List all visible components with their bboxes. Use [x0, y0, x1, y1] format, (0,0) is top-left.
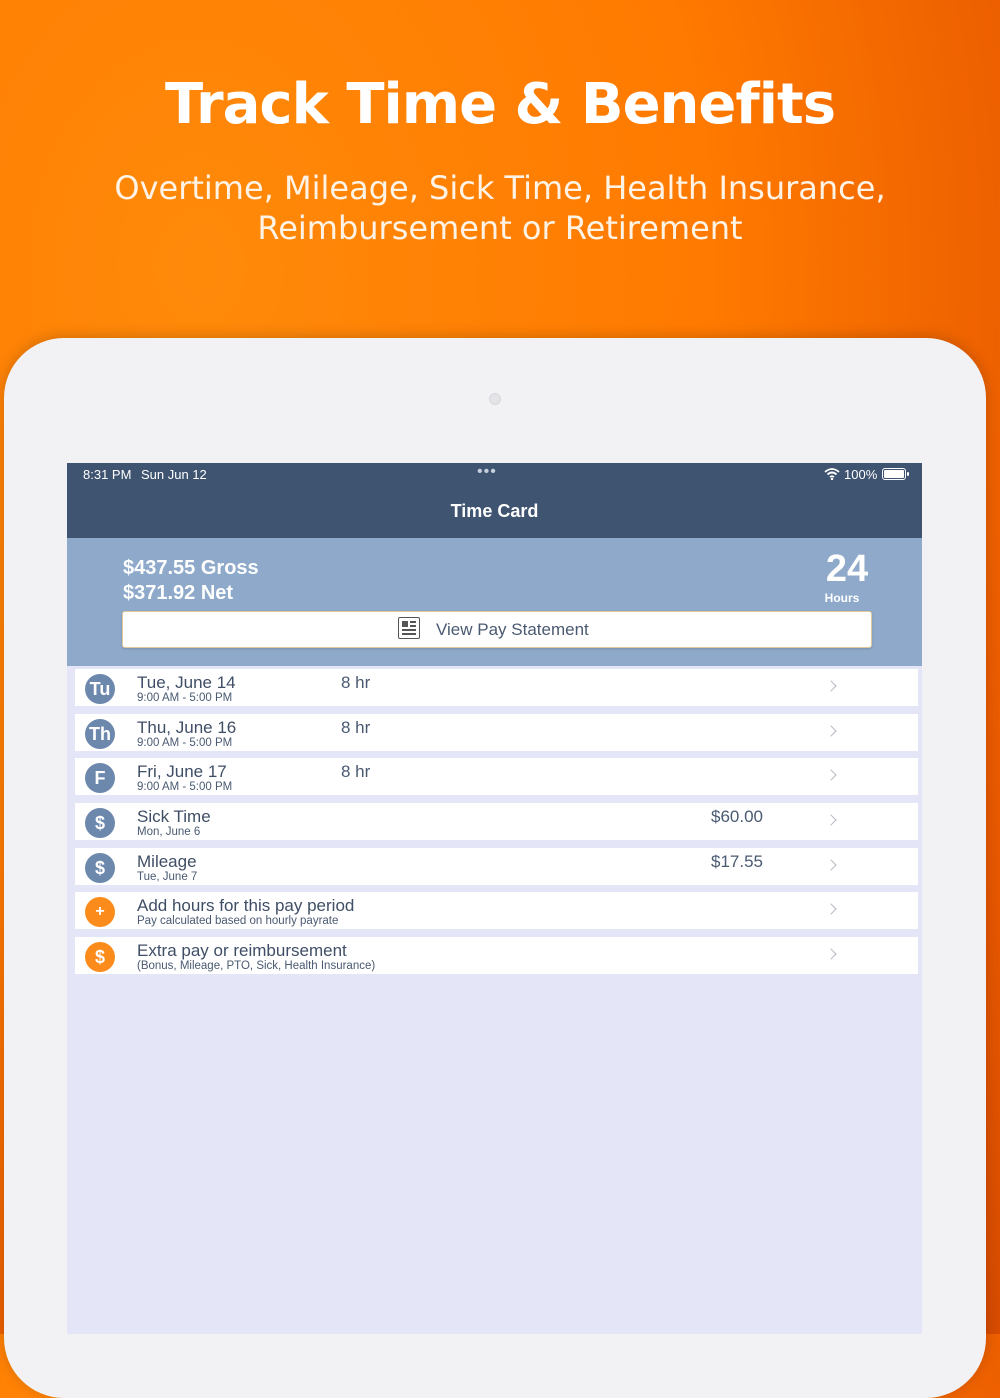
- total-hours-label: Hours: [824, 591, 860, 605]
- battery-percent: 100%: [844, 467, 878, 482]
- wifi-icon: [824, 468, 840, 480]
- total-hours-value: 24: [825, 548, 869, 590]
- list-item-tue-june-14[interactable]: [75, 669, 918, 706]
- promo-subtitle-line-2: Reimbursement or Retirement: [257, 209, 743, 247]
- promo-subtitle-line-1: Overtime, Mileage, Sick Time, Health Insurance,: [114, 169, 886, 207]
- row-hours: 8 hr: [341, 718, 371, 737]
- list-item-sick-time[interactable]: [75, 803, 918, 840]
- chevron-right-icon: [825, 903, 836, 914]
- document-icon: [398, 617, 420, 639]
- chevron-right-icon: [825, 725, 836, 736]
- top-bar: [67, 463, 922, 538]
- dollar-icon: $: [85, 853, 115, 883]
- row-amount: $60.00: [711, 807, 763, 826]
- row-title: Extra pay or reimbursement: [137, 941, 347, 960]
- extra-pay-button[interactable]: [75, 937, 918, 974]
- row-subtitle: Mon, June 6: [137, 826, 201, 838]
- day-badge: Th: [85, 719, 115, 749]
- row-title: Sick Time: [137, 807, 211, 826]
- page-title: Time Card: [450, 501, 539, 521]
- list-item-fri-june-17[interactable]: [75, 758, 918, 795]
- dollar-icon: $: [85, 808, 115, 838]
- chevron-right-icon: [825, 769, 836, 780]
- row-subtitle: Tue, June 7: [137, 871, 198, 883]
- row-amount: $17.55: [711, 852, 763, 871]
- row-hours: 8 hr: [341, 673, 371, 692]
- row-title: Thu, June 16: [137, 718, 237, 737]
- list-item-thu-june-16[interactable]: [75, 714, 918, 751]
- row-subtitle: 9:00 AM - 5:00 PM: [137, 692, 233, 704]
- list-item-mileage[interactable]: [75, 848, 918, 885]
- view-pay-statement-button[interactable]: [122, 611, 872, 648]
- plus-icon: +: [85, 897, 115, 927]
- view-pay-statement-label: View Pay Statement: [436, 620, 589, 639]
- row-subtitle: 9:00 AM - 5:00 PM: [137, 781, 233, 793]
- pay-summary: [67, 538, 922, 666]
- row-title: Fri, June 17: [137, 762, 227, 781]
- row-subtitle: Pay calculated based on hourly payrate: [137, 915, 339, 927]
- row-title: Add hours for this pay period: [137, 896, 355, 915]
- multitasking-dots[interactable]: •••: [477, 463, 497, 480]
- add-hours-button[interactable]: [75, 892, 918, 929]
- dollar-icon: $: [85, 942, 115, 972]
- status-date: Sun Jun 12: [141, 467, 207, 482]
- status-time: 8:31 PM: [83, 467, 132, 482]
- app-screen: [67, 463, 922, 1334]
- day-badge: Tu: [85, 674, 115, 704]
- row-title: Mileage: [137, 852, 197, 871]
- row-subtitle: (Bonus, Mileage, PTO, Sick, Health Insurance): [137, 960, 376, 972]
- net-pay: $371.92 Net: [123, 582, 234, 604]
- row-title: Tue, June 14: [137, 673, 236, 692]
- chevron-right-icon: [825, 814, 836, 825]
- row-subtitle: 9:00 AM - 5:00 PM: [137, 737, 233, 749]
- day-badge: F: [85, 763, 115, 793]
- promo-subtitle: [0, 168, 1000, 248]
- chevron-right-icon: [825, 680, 836, 691]
- battery-icon: [882, 468, 906, 480]
- gross-pay: $437.55 Gross: [123, 557, 259, 579]
- chevron-right-icon: [825, 948, 836, 959]
- row-hours: 8 hr: [341, 762, 371, 781]
- camera-icon: [489, 393, 501, 405]
- chevron-right-icon: [825, 859, 836, 870]
- promo-title: Track Time & Benefits: [164, 72, 836, 137]
